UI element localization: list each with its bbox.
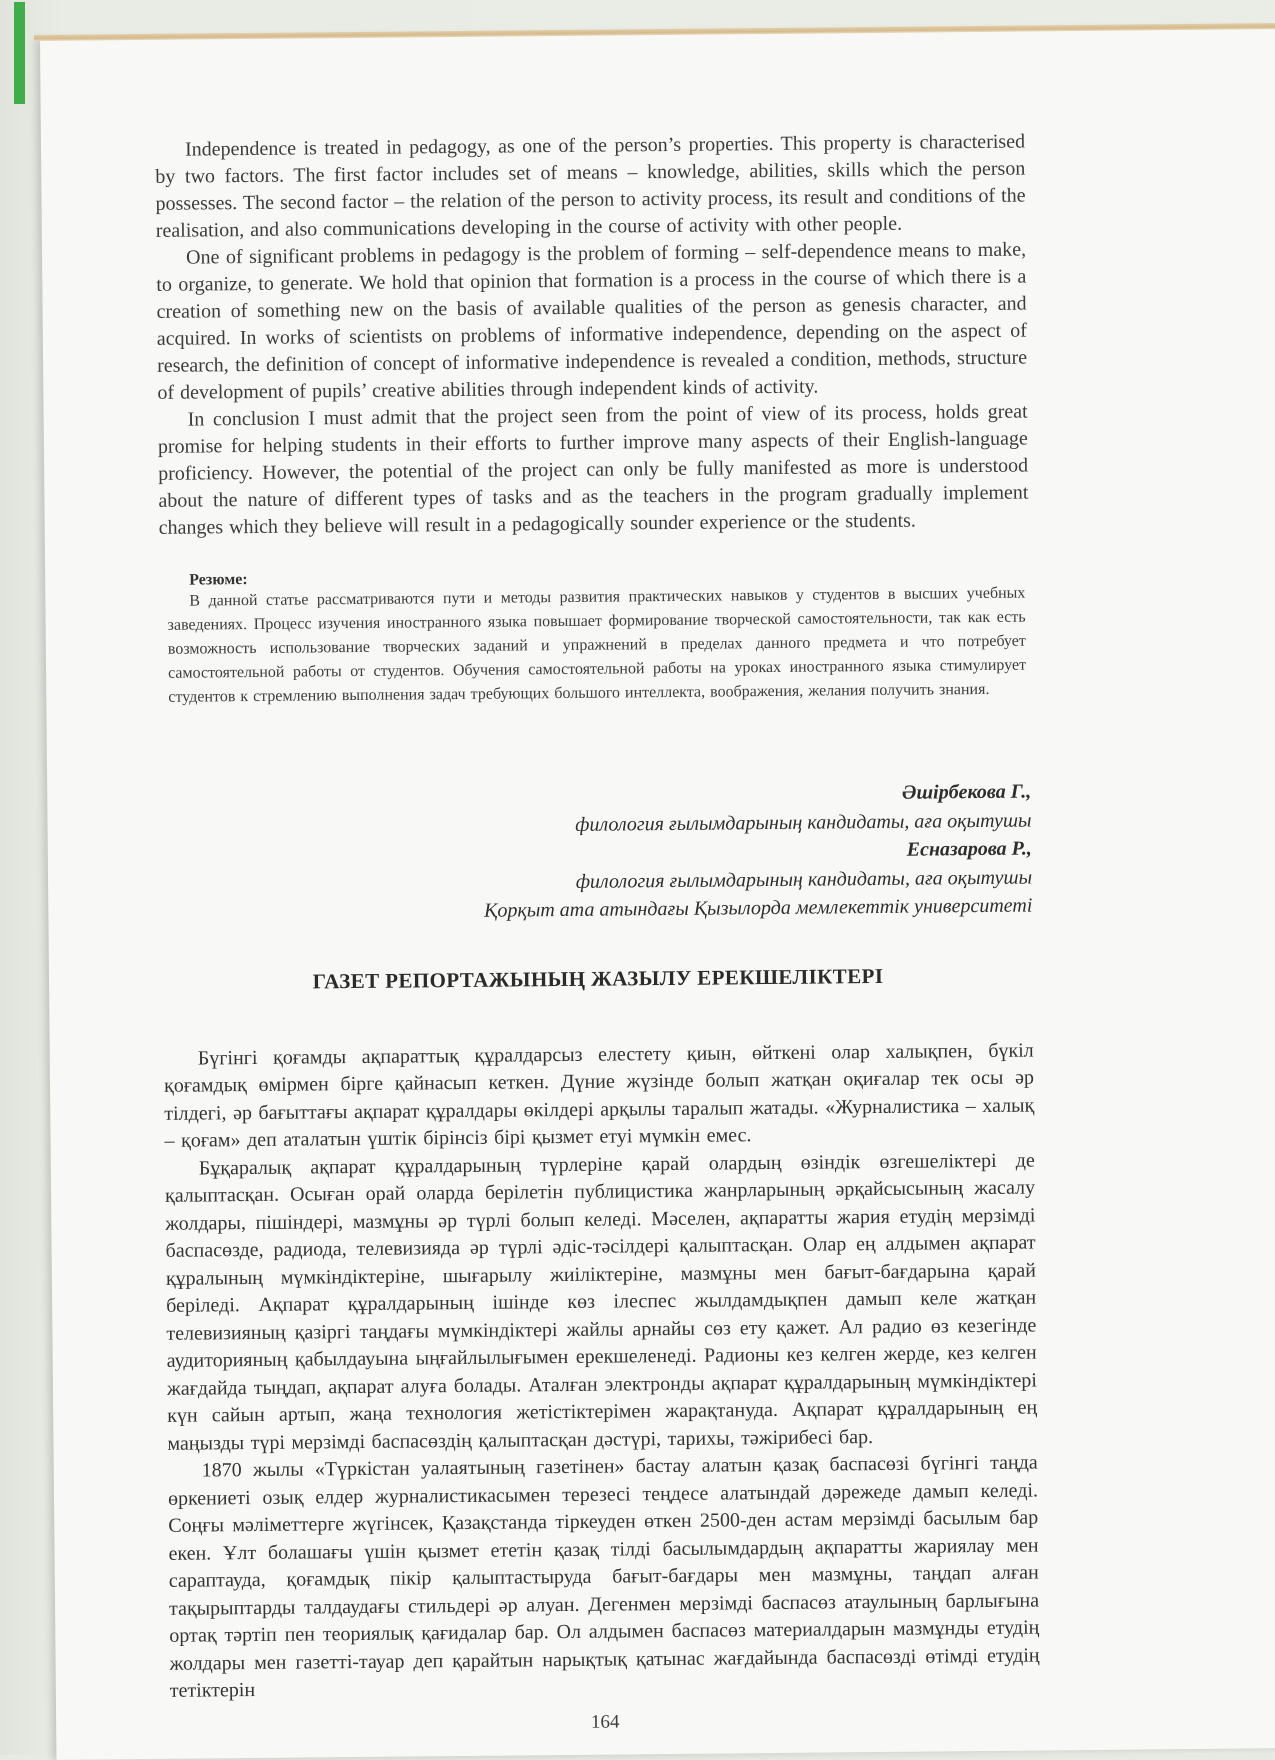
resume-body: В данной статье рассматриваются пути и методы развития практических навыков у студентов в высших учебных заведениях. Процесс изучения иностранного языка повышает формирование творческой самостоятельности, так как есть возможность использование творческих заданий и упражнений в пределах данного предмета и что потребует самостоятельной работы от студентов. Обучения самостоятельной работы на уроках иностранного языка стимулирует студентов к стремлению выполнения задач требующих большого интеллекта, воображения, желания получить знания. xyxy=(167,584,1027,706)
resume-section xyxy=(167,564,1026,710)
authors-block xyxy=(161,778,1032,929)
author-name-1: Әшірбекова Г., xyxy=(901,780,1032,804)
english-paragraph-2: One of significant problems in pedagogy is the problem of forming – self-dependence means to make, to organize, to generate. We hold that opinion that formation is a process in the course of which there is a creation of something new on the basis of available qualities of the person as genesis character, and acquired. In works of scientists on problems of informative independence, depending on the aspect of research, the definition of concept of informative independence is revealed a condition, methods, structure of development of pupils’ creative abilities through independent kinds of activity. xyxy=(156,238,1028,404)
author-credential-1: филология ғылымдарының кандидаты, аға оқытушы xyxy=(575,809,1032,836)
page-number: 164 xyxy=(590,1711,620,1733)
kazakh-paragraph-3: 1870 жылы «Түркістан уалаятының газетінен» бастау алатын қазақ баспасөзі бүгінгі таңда өркениеті озық елдер журналистикасымен терезесі теңдесе алатындай дәрежеде дамып келеді. Соңғы мәліметтерге жүгінсек, Қазақстанда тіркеуден өткен 2500-ден астам мерзімді басылым бар екен. Ұлт болашағы үшін қызмет ететін қазақ тілді басылымдардың ақпаратты жариялау мен сараптауда, қоғамдық пікір қалыптастыруда бағыт-бағдары мен мазмұны, таңдап алған тақырыптарды талдаудағы стильдері әр алуан. Дегенмен мерзімді баспасөз атаулының барлығына ортақ тәртіп пен теориялық қағидалар бар. Ол алдымен баспасөз материалдарын мазмұнды етудің жолдары мен газетті-тауар деп қарайтын нарықтық қатынас жағдайында баспасөзді өтімді етудің тетіктерін xyxy=(167,1451,1040,1702)
document-page xyxy=(40,28,1275,1760)
page-content xyxy=(155,129,1040,1738)
author-credential-2: филология ғылымдарының кандидаты, аға оқытушы xyxy=(575,866,1033,893)
english-paragraph-3: In conclusion I must admit that the project seen from the point of view of its process, holds great promise for helping students in their efforts to further improve many aspects of their English-language proficiency. However, the potential of the project can only be fully manifested as more is understood about the nature of different types of tasks and as the teachers in the program gradually implement changes which they believe will result in a pedagogically sounder experience or the students. xyxy=(157,400,1029,539)
english-paragraph-1: Independence is treated in pedagogy, as one of the person’s properties. This property is characterised by two factors. The first factor includes set of means – knowledge, abilities, skills which the person possesses. The second factor – the relation of the person to activity process, its result and conditions of the realisation, and also communications developing in the course of activity with other people. xyxy=(155,130,1026,242)
article-title: ГАЗЕТ РЕПОРТАЖЫНЫҢ ЖАЗЫЛУ ЕРЕКШЕЛІКТЕРІ xyxy=(312,963,884,993)
kazakh-paragraph-2: Бұқаралық ақпарат құралдарының түрлеріне қарай олардың өзіндік өзгешеліктері де қалыптасқан. Осыған орай оларда берілетін публицистика жанрларының әрқайсысының жасалу жолдары, пішіндері, мазмұны әр түрлі болып келеді. Мәселен, ақпаратты жария етудің мерзімді баспасөзде, радиода, телевизияда әр түрлі әдіс-тәсілдері қалыптасқан. Олар ең алдымен ақпарат құралының мүмкіндіктеріне, шығарылу жиіліктеріне, мазмұны мен бағыт-бағдарына қарай беріледі. Ақпарат құралдарының ішінде көз ілеспес жылдамдықпен дамып келе жатқан телевизияның қазіргі таңдағы мүмкіндіктері жайлы арнайы сөз ету қажет. Ал радио өз кезегінде аудиторияның қабылдауына ыңғайлылығымен ерекшеленеді. Радионы кез келген жерде, кез келген жағдайда тыңдап, ақпарат алуға болады. Аталған электронды ақпарат құралдарының мүмкіндіктері күн сайын артып, жаңа технология жетістіктерімен жарақтануда. Ақпарат құралдарының ең маңызды түрі мерзімді баспасөздің қалыптасқан дәстүрі, тарихы, тәжірибесі бар. xyxy=(164,1149,1038,1455)
resume-label: Резюме: xyxy=(189,571,248,589)
kazakh-paragraph-1: Бүгінгі қоғамды ақпараттық құралдарсыз елестету қиын, өйткені олар халықпен, бүкіл қоғамдық өмірмен бірге қайнасып кеткен. Дүние жүзінде болып жатқан оқиғалар тек осы әр тілдегі, әр бағыттағы ақпарат құралдары өкілдері арқылы таралып жатады. «Журналистика – халық – қоғам» деп аталатын үштік бірінсіз бірі қызмет етуі мүмкін емес. xyxy=(163,1039,1035,1152)
page-top-edge xyxy=(34,23,1275,41)
kazakh-article-body xyxy=(164,1037,1040,1705)
author-name-2: Есназарова Р., xyxy=(906,837,1032,861)
author-affiliation: Қорқыт ата атындағы Қызылорда мемлекеттік университеті xyxy=(484,894,1033,922)
scan-artifact-green-strip xyxy=(14,2,25,104)
english-text-section xyxy=(155,129,1029,542)
